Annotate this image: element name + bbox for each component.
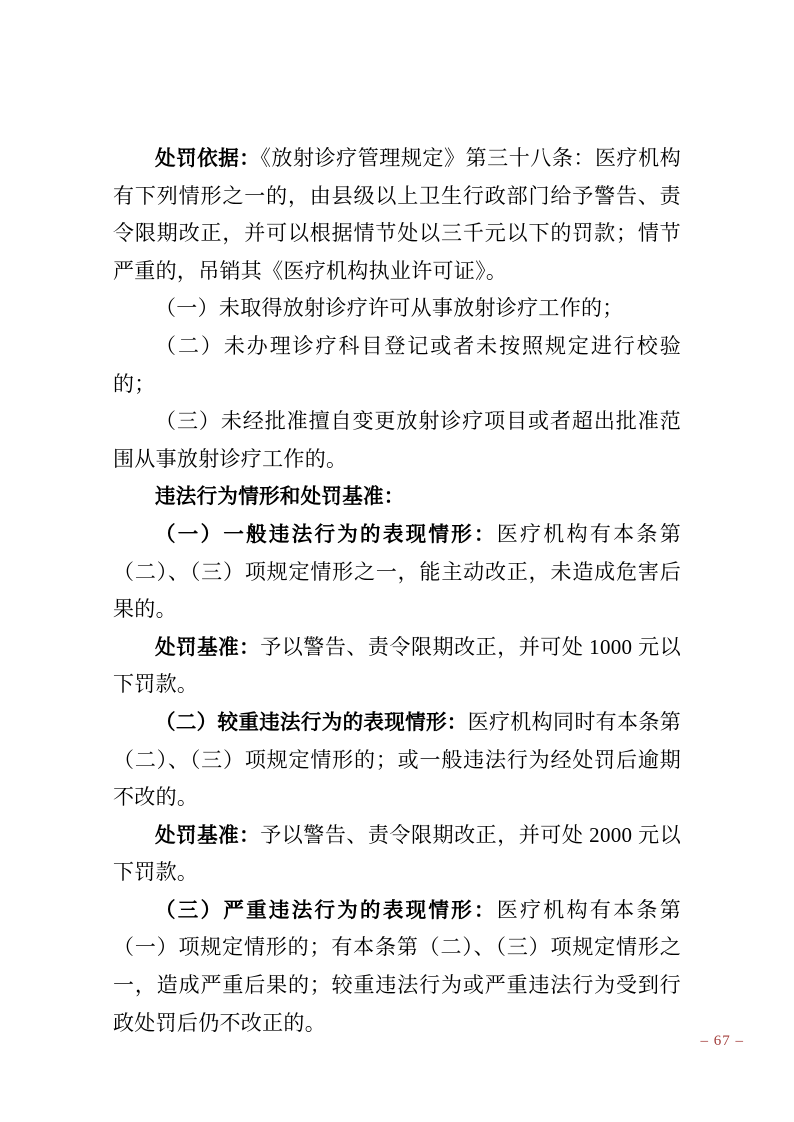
document-body: [113, 140, 681, 1042]
paragraph-lead: （三）严重违法行为的表现情形：: [155, 898, 497, 922]
paragraph-text: 《放射诊疗管理规定》第三十八条：医疗机构有下列情形之一的，由县级以上卫生行政部门给予警告、责令限期改正，并可以根据情节处以三千元以下的罚款；情节严重的，吊销其《医疗机构执业许可证》。: [113, 146, 682, 283]
paragraph-lead: 违法行为情形和处罚基准：: [155, 485, 405, 509]
paragraph: [113, 892, 681, 1042]
paragraph-text: 医疗机构有本条第（二）、（三）项规定情形之一，能主动改正，未造成危害后果的。: [113, 521, 682, 622]
paragraph: [113, 403, 681, 478]
paragraph-lead: （一）一般违法行为的表现情形：: [155, 522, 497, 546]
paragraph-text: （一）未取得放射诊疗许可从事放射诊疗工作的；: [155, 296, 624, 321]
paragraph: [113, 817, 681, 892]
paragraph-text: 予以警告、责令限期改正，并可处 2000 元以下罚款。: [113, 822, 681, 885]
paragraph-lead: 处罚基准：: [155, 823, 261, 847]
paragraph: [113, 704, 681, 817]
paragraph: [113, 140, 681, 290]
paragraph-lead: （二）较重违法行为的表现情形：: [155, 710, 468, 734]
page-number: – 67 –: [700, 1033, 744, 1049]
paragraph: [113, 290, 681, 328]
paragraph-lead: 处罚基准：: [155, 635, 261, 659]
paragraph-text: （三）未经批准擅自变更放射诊疗项目或者超出批准范围从事放射诊疗工作的。: [113, 409, 681, 471]
paragraph-text: 医疗机构同时有本条第（二）、（三）项规定情形的；或一般违法行为经处罚后逾期不改的。: [113, 709, 681, 810]
paragraph-lead: 处罚依据：: [155, 147, 261, 170]
paragraph-heading: [113, 478, 681, 516]
paragraph: [113, 328, 681, 403]
paragraph: [113, 516, 681, 629]
paragraph-text: 予以警告、责令限期改正，并可处 1000 元以下罚款。: [113, 634, 681, 697]
paragraph-text: （二）未办理诊疗科目登记或者未按照规定进行校验的；: [113, 333, 681, 396]
paragraph: [113, 629, 681, 704]
paragraph-text: 医疗机构有本条第（一）项规定情形的；有本条第（二）、（三）项规定情形之一，造成严重后果的；较重违法行为或严重违法行为受到行政处罚后仍不改正的。: [113, 897, 682, 1035]
